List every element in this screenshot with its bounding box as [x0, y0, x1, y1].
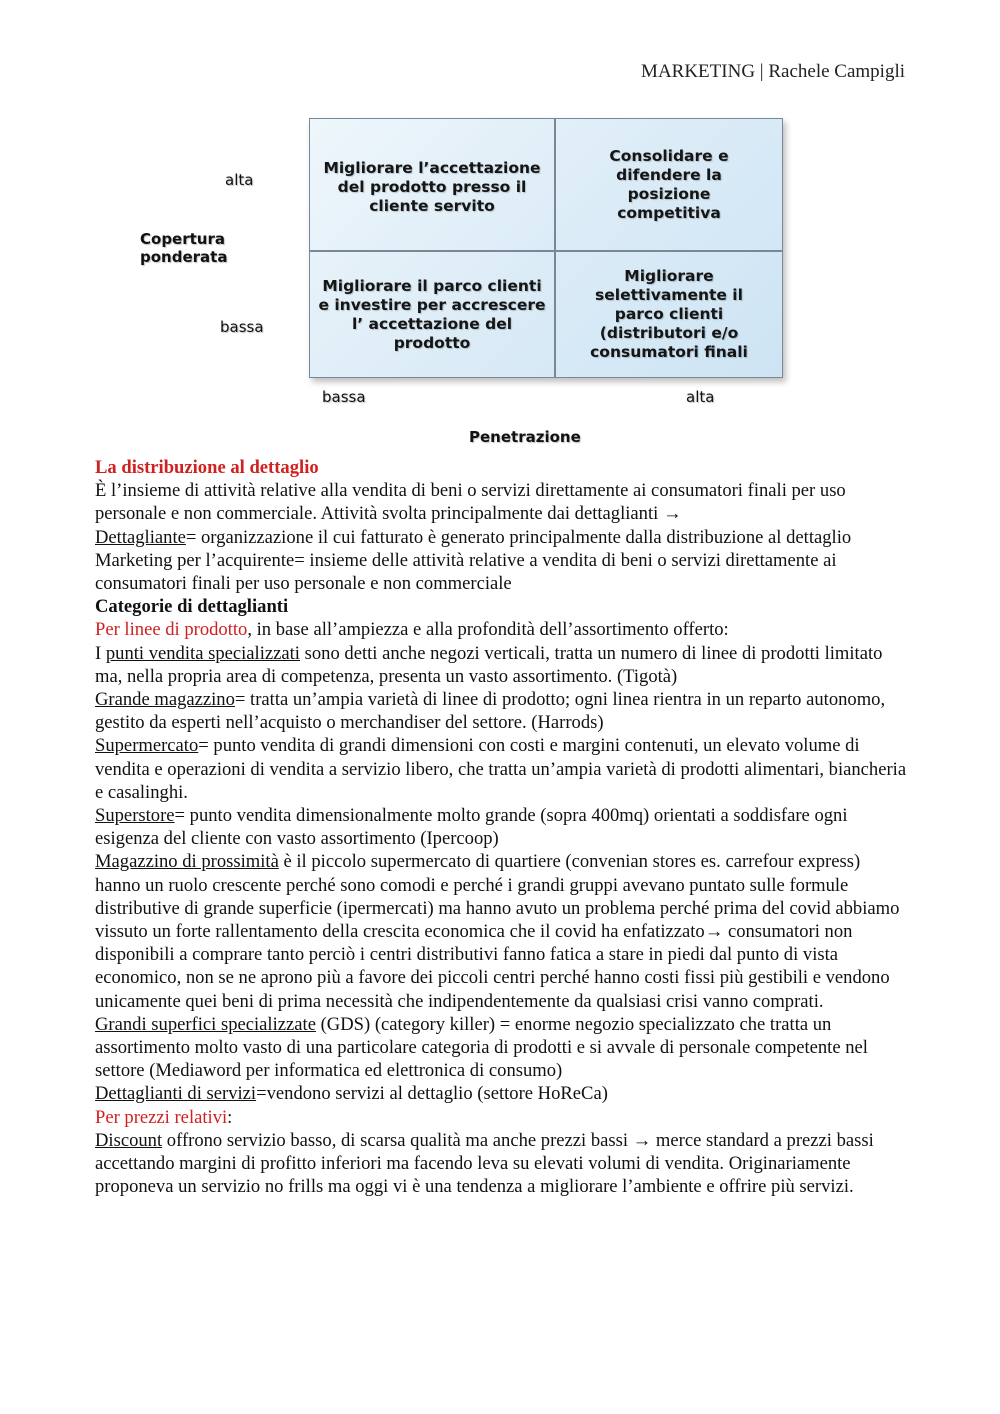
- x-axis-label: Penetrazione: [469, 428, 581, 446]
- paragraph-specializzati: [95, 642, 910, 688]
- matrix-cell-bottom-right: Migliorare selettivamente il parco clienti (distributori e/o consumatori finali: [590, 267, 748, 361]
- y-low-label: bassa: [220, 318, 264, 336]
- term-discount: Discount: [95, 1129, 163, 1151]
- term-superstore: Superstore: [95, 805, 175, 827]
- prices-colon: :: [227, 1106, 233, 1128]
- term-grande-magazzino: Grande magazzino: [95, 689, 235, 711]
- term-prossimita: Magazzino di prossimità: [95, 851, 279, 873]
- section-title: La distribuzione al dettaglio: [95, 457, 319, 478]
- categories-heading: Categorie di dettaglianti: [95, 596, 289, 618]
- definition-text: sono detti anche negozi verticali, tratta un numero di linee di prodotti limitato ma, nella propria area di competenza, presenta un vasto assortimento. (Tigotà): [95, 642, 883, 687]
- y-axis-label-line1: Copertura: [140, 230, 225, 248]
- definition-text: offrono servizio basso, di scarsa qualità ma anche prezzi bassi → merce standard a prezzi bassi accettando margini di profitto inferiori ma facendo leva su elevati volumi di vendita. Originariamente proponeva un servizio no frills ma oggi vi è una tendenza a migliorare l’ambiente e offrire più servizi.: [95, 1129, 874, 1198]
- positioning-matrix-diagram: [0, 0, 1000, 460]
- term-specializzati: punti vendita specializzati: [105, 642, 300, 664]
- definition-text: =vendono servizi al dettaglio (settore HoReCa): [256, 1083, 608, 1105]
- x-high-label: alta: [686, 388, 715, 406]
- definition-text: = punto vendita dimensionalmente molto grande (sopra 400mq) orientati a soddisfare ogni esigenza del cliente con vasto assortimento (Ipercoop): [95, 805, 848, 850]
- document-body: [95, 456, 910, 1199]
- y-high-label: alta: [225, 171, 254, 189]
- paragraph-marketing: Marketing per l’acquirente= insieme delle attività relative a vendita di beni o servizi direttamente ai consumatori finali per uso personale e non commerciale: [95, 549, 837, 595]
- paragraph-definition: È l’insieme di attività relative alla vendita di beni o servizi direttamente ai consumatori finali per uso personale e non commerciale. Attività svolta principalmente dai dettaglianti →: [95, 480, 846, 525]
- page-header: MARKETING | Rachele Campigli: [641, 61, 905, 82]
- matrix-cell-bottom-left: Migliorare il parco clienti e investire per accrescere l’ accettazione del prodotto: [318, 276, 546, 352]
- definition-text: = organizzazione il cui fatturato è generato principalmente dalla distribuzione al dettaglio: [185, 526, 852, 548]
- paragraph-prices: [95, 1106, 910, 1129]
- term-servizi: Dettaglianti di servizi: [95, 1083, 257, 1105]
- paragraph-grande-magazzino: [95, 688, 910, 734]
- definition-text: = tratta un’ampia varietà di linee di prodotto; ogni linea rientra in un reparto autonomo, gestito da esperti nell’acquisto o merchandiser del settore. (Harrods): [95, 689, 886, 734]
- lines-label: Per linee di prodotto: [95, 619, 248, 641]
- definition-text: (GDS) (category killer) = enorme negozio specializzato che tratta un assortimento molto vasto di una particolare categoria di prodotti e si avvale di personale competente nel settore (Mediaword per informatica ed elettronica di consumo): [95, 1013, 868, 1082]
- definition-text: = punto vendita di grandi dimensioni con costi e margini contenuti, un elevato volume di vendita e operazioni di vendita a servizio libero, che tratta un’ampia varietà di prodotti alimentari, biancheria e casalinghi.: [95, 735, 907, 803]
- matrix-cell-top-right: Consolidare e difendere la posizione competitiva: [609, 146, 729, 222]
- lines-text: , in base all’ampiezza e alla profondità dell’assortimento offerto:: [247, 619, 729, 641]
- x-low-label: bassa: [322, 388, 366, 406]
- paragraph-prossimita: [95, 850, 910, 1012]
- y-axis-label-line2: ponderata: [140, 248, 228, 266]
- matrix-grid: [309, 118, 783, 378]
- prefix-text: I: [95, 642, 106, 664]
- matrix-cell-top-left: Migliorare l’accettazione del prodotto presso il cliente servito: [323, 159, 541, 215]
- paragraph-superstore: [95, 804, 910, 850]
- definition-text: è il piccolo supermercato di quartiere (convenian stores es. carrefour express) hanno un ruolo crescente perché sono comodi e perché i grandi gruppi avevano puntato sulle formule distributive di grande superficie (ipermercati) ma hanno avuto un problema perché prima del covid abbiamo vissuto un forte rallentamento della crescita economica che il covid ha enfatizzato→ consumatori non disponibili a comprare tanto perciò i centri distributivi fanno fatica a stare in piedi dal punto di vista economico, non se ne aprono più a favore dei piccoli centri perché hanno costi fissi più gestibili e vendono unicamente quei beni di prima necessità che indipendentemente da qualsiasi crisi vanno comprati.: [95, 851, 900, 1012]
- paragraph-dettagliante: [95, 526, 910, 549]
- prices-label: Per prezzi relativi: [95, 1106, 228, 1128]
- paragraph-servizi: [95, 1082, 910, 1105]
- term-gds: Grandi superfici specializzate: [95, 1013, 316, 1035]
- paragraph-lines: [95, 618, 910, 641]
- term-supermercato: Supermercato: [95, 735, 199, 757]
- paragraph-gds: [95, 1013, 910, 1083]
- paragraph-discount: [95, 1129, 910, 1199]
- term-dettagliante: Dettagliante: [95, 526, 186, 548]
- paragraph-supermercato: [95, 734, 910, 804]
